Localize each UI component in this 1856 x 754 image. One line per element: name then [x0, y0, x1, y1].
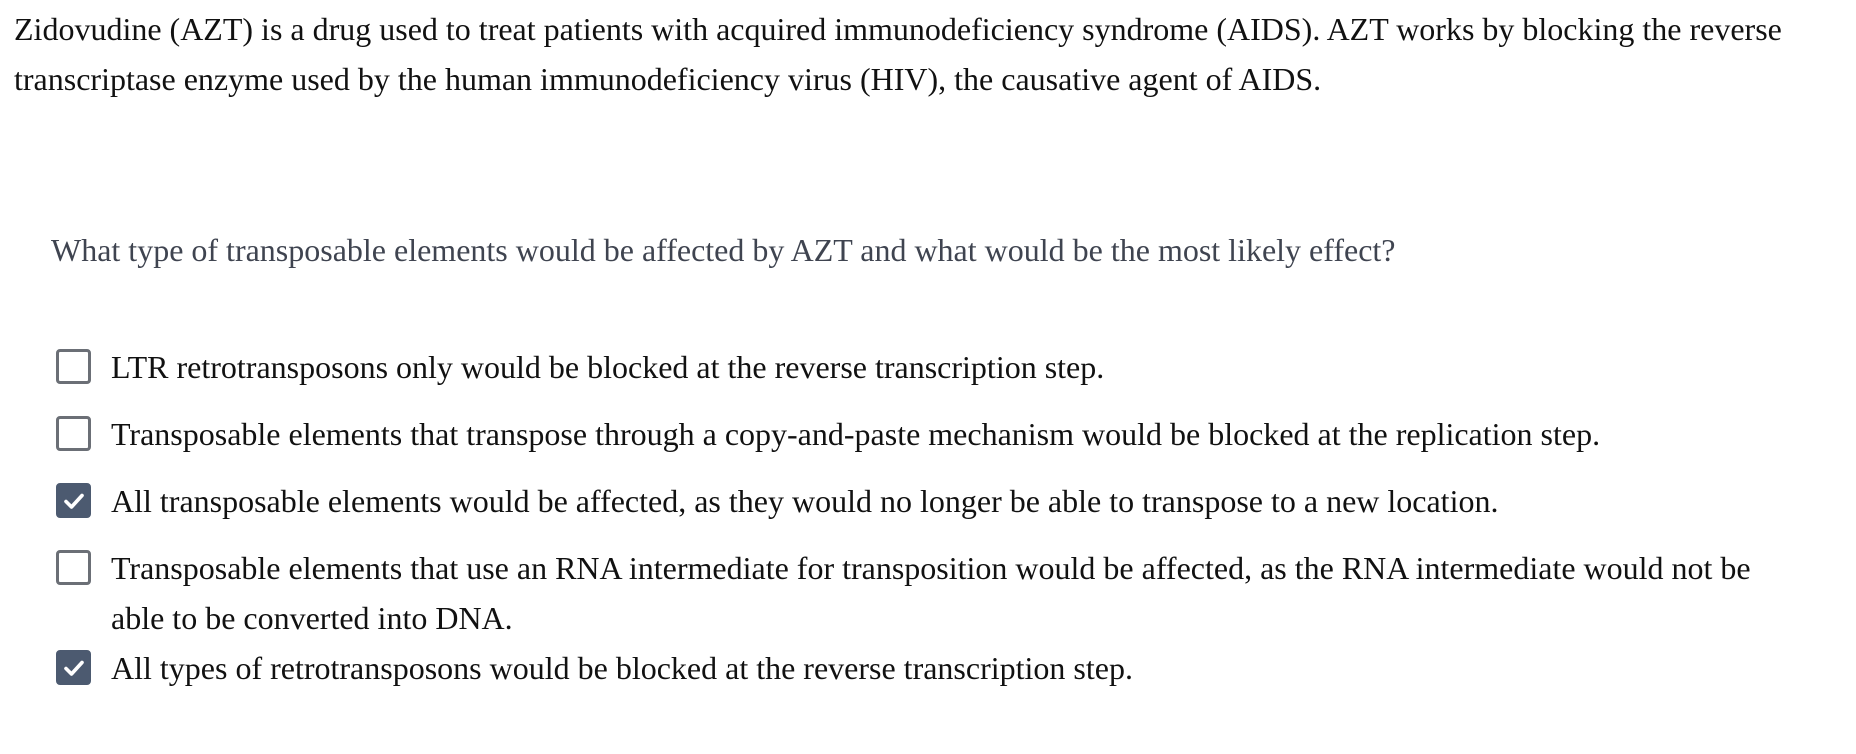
answer-option-1[interactable]	[56, 342, 1836, 392]
checkbox[interactable]	[56, 416, 91, 451]
answer-options	[56, 342, 1836, 710]
answer-option-label: LTR retrotransposons only would be blocked at the reverse transcription step.	[111, 349, 1105, 385]
answer-option-2[interactable]	[56, 409, 1836, 459]
checkbox[interactable]	[56, 650, 91, 685]
question-prompt: What type of transposable elements would be affected by AZT and what would be the most likely effect?	[51, 232, 1396, 268]
checkbox[interactable]	[56, 349, 91, 384]
answer-option-label: All transposable elements would be affected, as they would no longer be able to transpose to a new location.	[111, 483, 1499, 519]
checkbox[interactable]	[56, 483, 91, 518]
answer-option-label: Transposable elements that transpose through a copy-and-paste mechanism would be blocked at the replication step.	[111, 416, 1601, 452]
question-passage: Zidovudine (AZT) is a drug used to treat patients with acquired immunodeficiency syndrome (AIDS). AZT works by blocking the reverse transcriptase enzyme used by the human immunodeficiency virus (HIV), the causative agent of AIDS.	[14, 11, 1782, 97]
check-mark-icon	[62, 656, 86, 680]
answer-option-4[interactable]	[56, 543, 1836, 643]
answer-option-label: All types of retrotransposons would be blocked at the reverse transcription step.	[111, 650, 1133, 686]
check-mark-icon	[62, 489, 86, 513]
answer-option-3[interactable]	[56, 476, 1836, 526]
answer-option-5[interactable]	[56, 643, 1836, 693]
checkbox[interactable]	[56, 550, 91, 585]
answer-option-label: Transposable elements that use an RNA intermediate for transposition would be affected, as the RNA intermediate would not be able to be converted into DNA.	[111, 550, 1751, 636]
